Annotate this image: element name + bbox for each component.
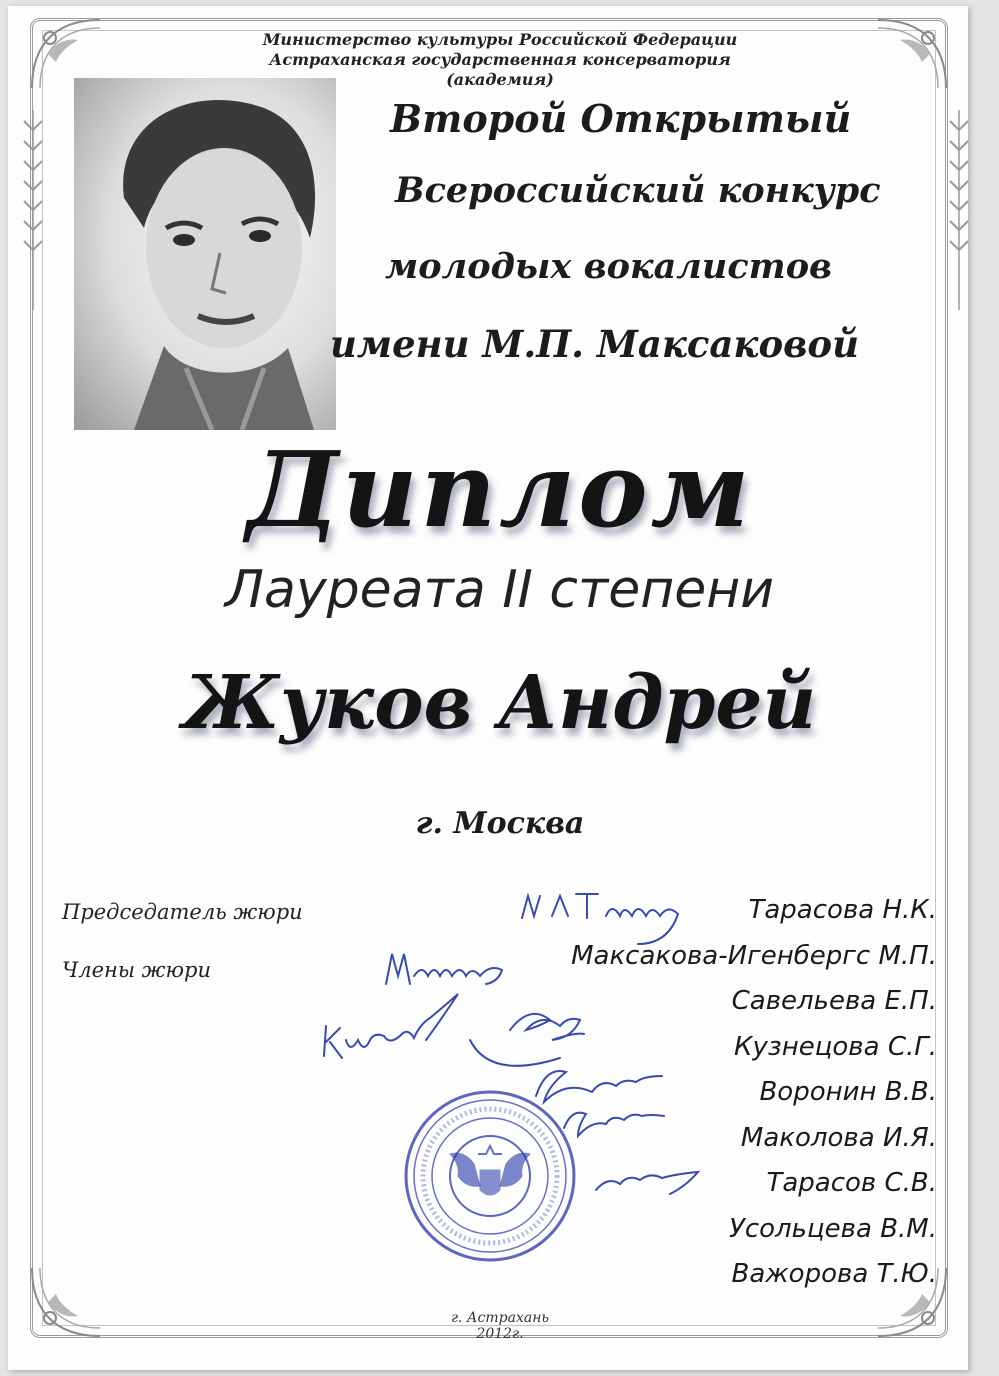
corner-ornament-icon <box>872 14 952 94</box>
portrait-photo <box>74 78 336 430</box>
contest-title-line-3: молодых вокалистов <box>385 246 833 287</box>
left-border-ornament-icon <box>18 110 48 310</box>
member-signature <box>596 1172 698 1194</box>
member-signature <box>564 1113 664 1136</box>
jury-member-name: Кузнецова С.Г. <box>734 1031 937 1062</box>
recipient-city: г. Москва <box>415 806 585 841</box>
issue-year: 2012г. <box>476 1326 524 1342</box>
issue-place-and-year <box>440 1310 560 1342</box>
member-signature <box>386 954 502 984</box>
portrait-figure-icon <box>74 78 336 430</box>
ministry-name: Министерство культуры Российской Федерации <box>262 30 738 49</box>
jury-member-name: Максакова-Игенбергс М.П. <box>571 940 937 971</box>
contest-title-line-4: имени М.П. Максаковой <box>330 322 860 366</box>
jury-member-name: Савельева Е.П. <box>731 986 937 1016</box>
chair-signature <box>522 894 678 944</box>
corner-ornament-icon <box>26 1262 106 1342</box>
issue-place: г. Астрахань <box>450 1310 550 1326</box>
jury-members-label: Члены жюри <box>62 958 211 982</box>
official-seal-icon <box>402 1088 578 1264</box>
conservatory-name: Астраханская государственная консерватория (академия) <box>269 50 731 89</box>
jury-member-name: Воронин В.В. <box>759 1077 937 1107</box>
recipient-name: Жуков Андрей <box>182 660 817 746</box>
jury-member-name: Маколова И.Я. <box>740 1122 937 1153</box>
jury-member-name: Тарасов С.В. <box>766 1168 937 1198</box>
right-border-ornament-icon <box>944 110 974 310</box>
jury-member-name: Усольцева В.М. <box>729 1213 937 1244</box>
contest-title-line-2: Всероссийский конкурс <box>395 170 881 211</box>
diploma-title: Диплом <box>246 428 753 551</box>
jury-member-name: Важорова Т.Ю. <box>731 1259 937 1289</box>
jury-chair-label: Председатель жюри <box>62 900 303 924</box>
jury-chair-name: Тарасова Н.К. <box>748 895 937 925</box>
contest-title-line-1: Второй Открытый <box>390 96 852 141</box>
laureate-degree: Лауреата II степени <box>224 560 775 620</box>
member-signature <box>324 994 458 1058</box>
member-signature <box>470 1014 584 1066</box>
